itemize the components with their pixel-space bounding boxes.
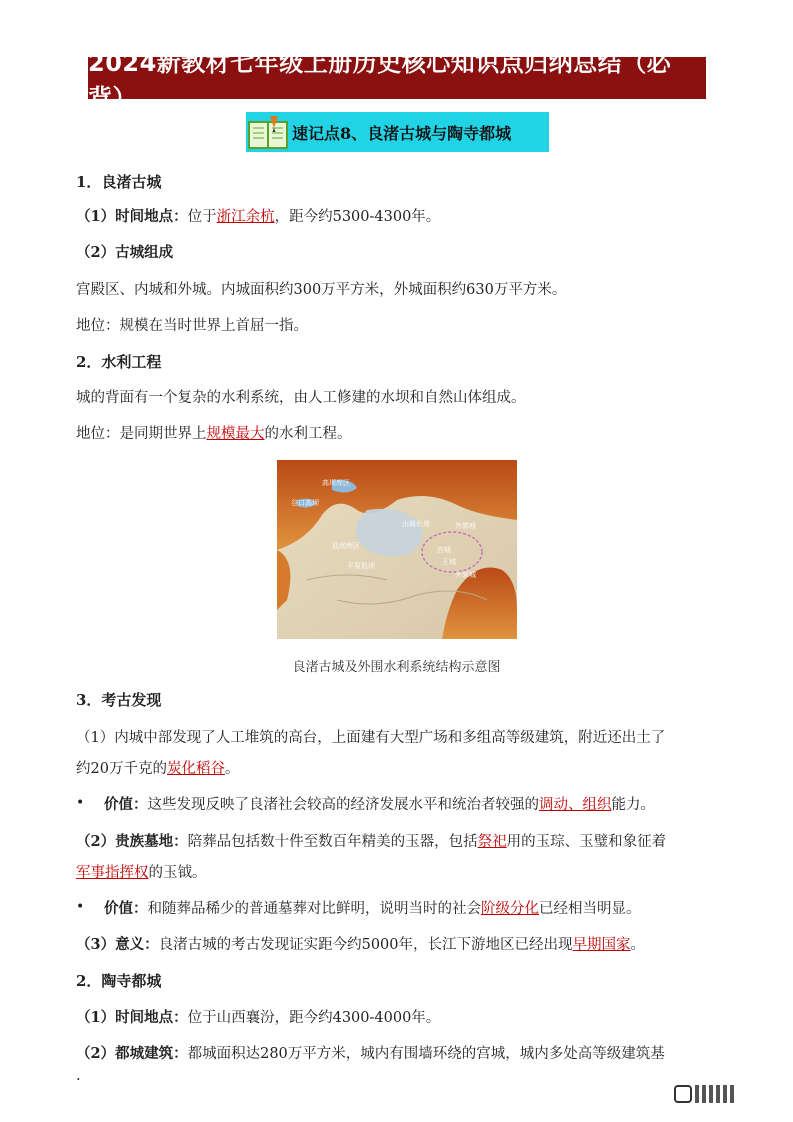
paragraph-noble-tombs-cont — [76, 863, 207, 883]
watermark-bar-icon — [695, 1085, 699, 1103]
paragraph-rice-discovery — [76, 759, 239, 779]
label: 价值： — [104, 900, 148, 917]
paragraph-taosi-buildings — [76, 1044, 665, 1064]
book-icon — [248, 114, 288, 150]
text: 能力。 — [611, 797, 655, 813]
section-heading-archaeology: 3．考古发现 — [76, 691, 162, 709]
text: 的玉钺。 — [148, 865, 207, 881]
map-label: 王城 — [442, 558, 456, 566]
paragraph-water-system: 城的背面有一个复杂的水利系统，由人工修建的水坝和自然山体组成。 — [76, 390, 526, 406]
text: 。 — [224, 761, 240, 777]
label: （1）时间地点： — [76, 1009, 188, 1026]
text: 都城面积达280万平方米，城内有围墙环绕的宫城，城内多处高等级建筑基 — [187, 1046, 665, 1062]
paragraph-significance — [76, 935, 645, 955]
section-subtitle — [246, 112, 549, 152]
text: 陪葬品包括数十件至数百年精美的玉器，包括 — [187, 834, 478, 850]
section-heading-liangzhu: 1．良渚古城 — [76, 173, 162, 191]
text: 良渚古城的考古发现证实距今约5000年，长江下游地区已经出现 — [158, 937, 573, 953]
keyword: 浙江余杭 — [216, 209, 275, 225]
map-caption: 良渚古城及外围水利系统结构示意图 — [292, 660, 501, 675]
map-label: 宫城 — [437, 546, 451, 554]
paragraph-city-composition: 宫殿区、内城和外城。内城面积约300万平方米，外城面积约630万平方米。 — [76, 282, 567, 298]
label: （3）意义： — [76, 936, 159, 953]
paragraph-water-status — [76, 424, 352, 444]
watermark-frame-icon — [674, 1085, 692, 1103]
paragraph-value-2 — [104, 899, 641, 919]
text: 和随葬品稀少的普通墓葬对比鲜明，说明当时的社会 — [147, 901, 481, 917]
text: 约20万千克的 — [76, 761, 167, 777]
text: 用的玉琮、玉璧和象征着 — [506, 834, 667, 850]
watermark-bar-icon — [709, 1085, 713, 1103]
text: 。 — [630, 937, 645, 953]
label: （1）时间地点： — [76, 208, 188, 225]
keyword: 军事指挥权 — [76, 865, 149, 881]
map-label: 平原低坝 — [347, 562, 375, 570]
label: （2）都城建筑： — [76, 1045, 188, 1062]
paragraph-value-1 — [104, 795, 655, 815]
paragraph-taosi-location — [76, 1008, 440, 1028]
keyword: 规模最大 — [206, 426, 265, 442]
map-image — [277, 460, 517, 639]
watermark-bar-icon — [702, 1085, 706, 1103]
watermark-bar-icon — [716, 1085, 720, 1103]
text: 这些发现反映了良渚社会较高的经济发展水平和统治者较强的 — [147, 797, 539, 813]
section-heading-water-works: 2．水利工程 — [76, 353, 162, 371]
paragraph-liangzhu-location — [76, 207, 440, 227]
map-label: 高坝库区 — [322, 479, 350, 487]
map-label: 外郭城 — [455, 522, 476, 530]
paragraph-noble-tombs — [76, 832, 666, 852]
keyword: 祭祀 — [477, 834, 507, 850]
text: 已经相当明显。 — [539, 901, 641, 917]
paragraph-platform-discovery: （1）内城中部发现了人工堆筑的高台，上面建有大型广场和多组高等级建筑，附近还出土了 — [76, 730, 666, 746]
keyword: 调动、组织 — [539, 797, 612, 813]
label: （2）贵族墓地： — [76, 833, 188, 850]
map-label: 山前长堤 — [402, 520, 430, 528]
map-label: 外郭城 — [455, 571, 476, 579]
watermark-logo-icon — [674, 1083, 782, 1105]
text: ，距今约5300-4300年。 — [274, 209, 441, 225]
paragraph-taosi-cont: . — [76, 1068, 81, 1084]
map-label: 谷口高坝 — [291, 499, 319, 507]
subheading-city-composition: （2）古城组成 — [76, 244, 174, 261]
text: 位于山西襄汾，距今约4300-4000年。 — [187, 1010, 441, 1026]
text: 位于 — [187, 209, 217, 225]
label: 价值： — [104, 796, 148, 813]
page-title: 2024新教材七年级上册历史核心知识点归纳总结（必背） — [88, 57, 706, 99]
keyword: 阶级分化 — [481, 901, 539, 917]
text: 的水利工程。 — [264, 426, 352, 442]
section-heading-taosi: 2．陶寺都城 — [76, 972, 162, 990]
text: 地位：是同期世界上 — [76, 426, 207, 442]
subtitle-text: 速记点8、良渚古城与陶寺都城 — [292, 123, 512, 143]
paragraph-city-status: 地位：规模在当时世界上首屈一指。 — [76, 318, 308, 334]
bullet-dot-icon: • — [76, 795, 85, 811]
watermark-bar-icon — [723, 1085, 727, 1103]
keyword: 早期国家 — [572, 937, 631, 953]
map-label: 低坝库区 — [332, 542, 360, 550]
bullet-dot-icon: • — [76, 899, 85, 915]
keyword: 炭化稻谷 — [166, 761, 225, 777]
watermark-bar-icon — [730, 1085, 734, 1103]
